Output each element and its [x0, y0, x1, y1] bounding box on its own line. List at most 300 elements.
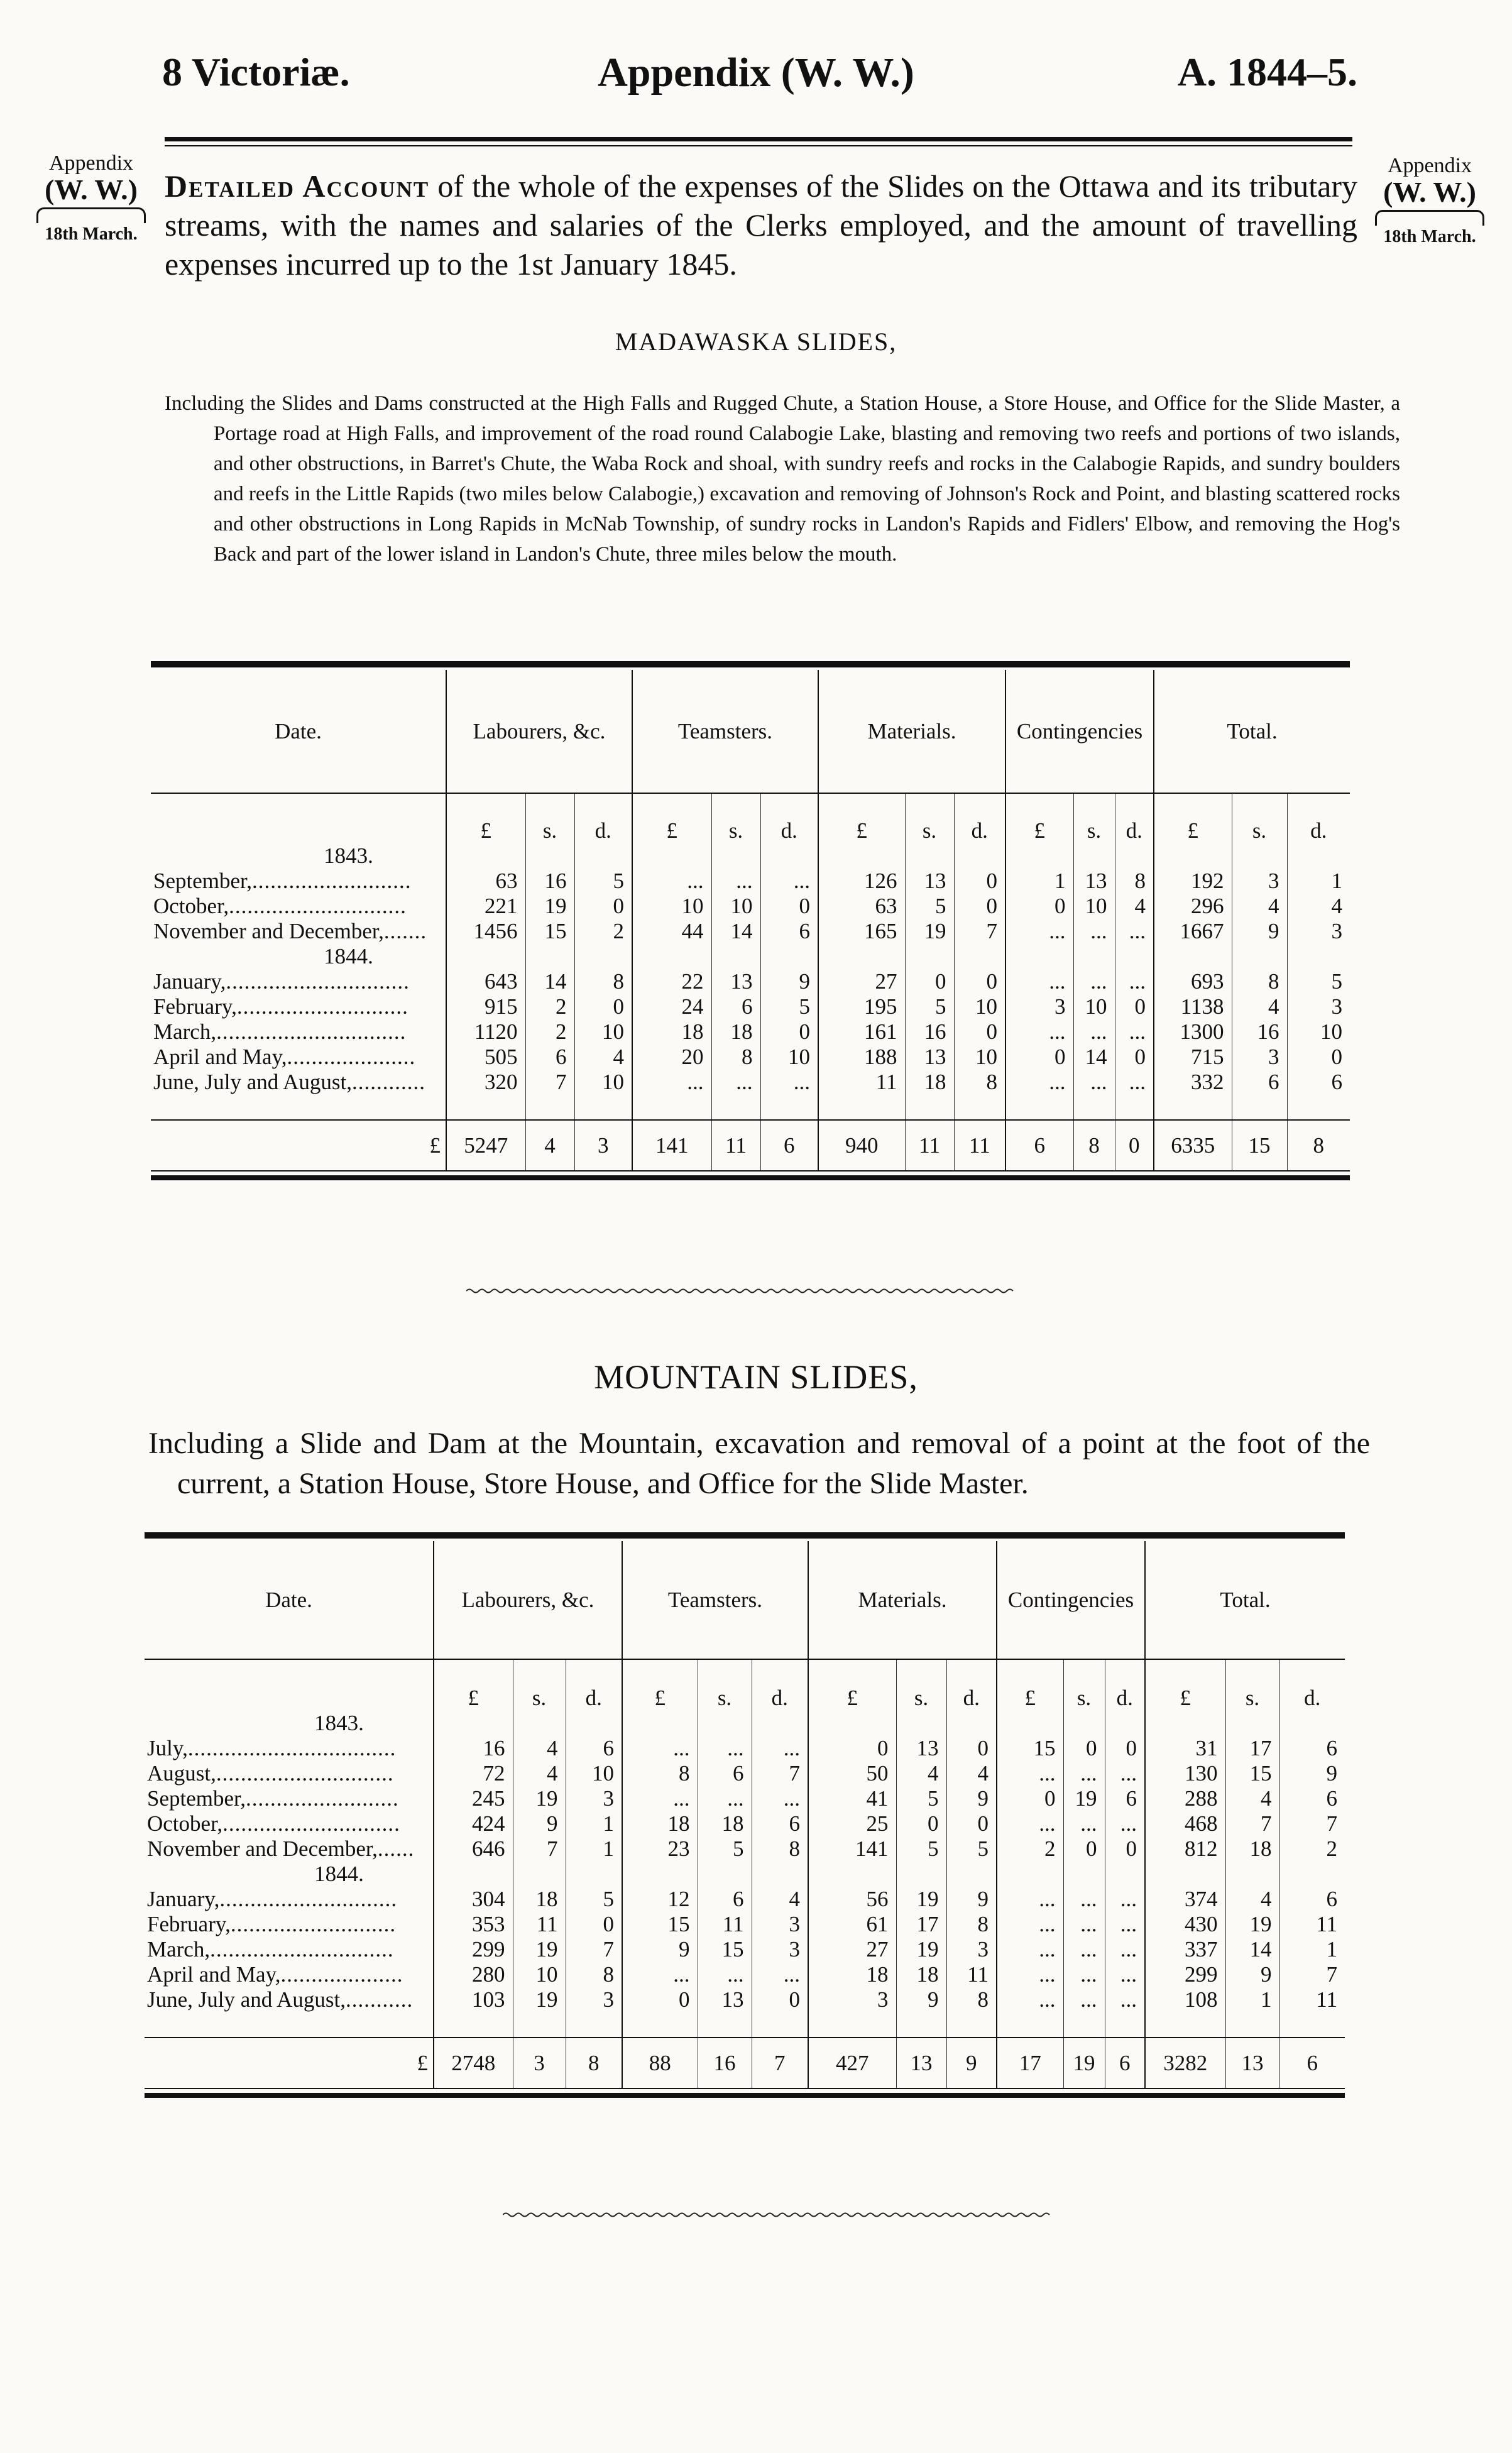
amount-cell: 18 [808, 1962, 896, 1987]
rule-cell [1279, 2088, 1345, 2095]
total-amount: 940 [818, 1120, 905, 1170]
unit-label: £ [434, 1659, 513, 1711]
amount-cell: 10 [954, 994, 1005, 1019]
leader-dots: ............................ [236, 994, 408, 1019]
amount-cell: 812 [1145, 1836, 1225, 1862]
amount-cell: 11 [1279, 1912, 1345, 1937]
empty-cell [997, 1711, 1063, 1736]
date-label: September, [153, 869, 253, 893]
amount-cell: 296 [1154, 894, 1232, 919]
amount-cell: 15 [997, 1736, 1063, 1761]
unit-spacer [151, 793, 446, 843]
empty-cell [566, 2012, 622, 2038]
amount-cell: 915 [446, 994, 525, 1019]
amount-cell: 20 [632, 1045, 711, 1070]
amount-cell: ... [1105, 1987, 1145, 2012]
amount-cell: 5 [905, 894, 954, 919]
amount-cell: 10 [574, 1019, 632, 1045]
rule-cell [151, 1171, 446, 1178]
amount-cell: 0 [752, 1987, 808, 2012]
unit-label: £ [808, 1659, 896, 1711]
leader-dots: .............................. [210, 1937, 394, 1962]
amount-cell: ... [1005, 1070, 1073, 1095]
rule-cell [434, 2088, 513, 2095]
empty-cell [808, 2012, 896, 2038]
unit-label: £ [1005, 793, 1073, 843]
amount-cell: 6 [1279, 1736, 1345, 1761]
spacer-cell [145, 2012, 434, 2038]
empty-cell [1115, 944, 1154, 969]
amount-cell: 22 [632, 969, 711, 994]
amount-cell: 1138 [1154, 994, 1232, 1019]
column-header-group: Labourers, &c. [434, 1541, 622, 1659]
rule-cell [566, 2088, 622, 2095]
amount-cell: 19 [1063, 1786, 1105, 1811]
amount-cell: ... [1073, 1070, 1115, 1095]
empty-cell [1154, 843, 1232, 869]
amount-cell: ... [760, 1070, 818, 1095]
amount-cell: 108 [1145, 1987, 1225, 2012]
empty-cell [711, 944, 760, 969]
intro-lead: Detailed Account [165, 168, 430, 204]
amount-cell: 63 [818, 894, 905, 919]
unit-label: s. [1225, 1659, 1279, 1711]
table-header-row [151, 670, 1350, 793]
amount-cell: 15 [1225, 1761, 1279, 1786]
amount-cell: 430 [1145, 1912, 1225, 1937]
date-cell [151, 894, 446, 919]
column-header-group: Contingencies [1005, 670, 1154, 793]
margin-note-code: (W. W.) [45, 173, 138, 206]
date-label: August, [147, 1761, 216, 1786]
amount-cell: 299 [1145, 1962, 1225, 1987]
date-cell [151, 869, 446, 894]
amount-cell: 5 [574, 869, 632, 894]
date-label: October, [147, 1811, 223, 1836]
amount-cell: 5 [905, 994, 954, 1019]
amount-cell: 8 [946, 1912, 997, 1937]
unit-label: s. [1073, 793, 1115, 843]
amount-cell: ... [632, 869, 711, 894]
total-amount: 11 [905, 1120, 954, 1170]
amount-cell: 9 [760, 969, 818, 994]
amount-cell: 5 [946, 1836, 997, 1862]
date-cell [145, 1786, 434, 1811]
unit-label: d. [566, 1659, 622, 1711]
amount-cell: 7 [525, 1070, 574, 1095]
amount-cell: 9 [946, 1887, 997, 1912]
amount-cell: ... [760, 869, 818, 894]
total-amount: 3 [513, 2038, 566, 2088]
amount-cell: 0 [1005, 1045, 1073, 1070]
amount-cell: 103 [434, 1987, 513, 2012]
empty-cell [818, 944, 905, 969]
empty-cell [760, 843, 818, 869]
date-cell [145, 1987, 434, 2012]
amount-cell: 16 [905, 1019, 954, 1045]
amount-cell: 2 [997, 1836, 1063, 1862]
empty-cell [997, 2012, 1063, 2038]
amount-cell: 27 [808, 1937, 896, 1962]
leader-dots: ............................... [216, 1019, 407, 1044]
leader-dots: ........................... [230, 1912, 397, 1936]
amount-cell: 353 [434, 1912, 513, 1937]
total-row [151, 1120, 1350, 1170]
column-header-group: Contingencies [997, 1541, 1145, 1659]
amount-cell: ... [1005, 919, 1073, 944]
amount-cell: 18 [698, 1811, 752, 1836]
amount-cell: 1 [566, 1836, 622, 1862]
amount-cell: 10 [954, 1045, 1005, 1070]
empty-cell [954, 944, 1005, 969]
amount-cell: 13 [698, 1987, 752, 2012]
amount-cell: 0 [1115, 1045, 1154, 1070]
year-label: 1844. [324, 944, 373, 969]
amount-cell: 0 [1063, 1736, 1105, 1761]
amount-cell: 10 [574, 1070, 632, 1095]
date-label: January, [147, 1887, 220, 1911]
total-amount: 9 [946, 2038, 997, 2088]
amount-cell: 13 [896, 1736, 946, 1761]
empty-cell [622, 2012, 698, 2038]
total-label: £ [145, 2038, 434, 2088]
amount-cell: 8 [1232, 969, 1287, 994]
empty-cell [946, 2012, 997, 2038]
empty-cell [1105, 2012, 1145, 2038]
amount-cell: ... [1073, 969, 1115, 994]
amount-cell: 245 [434, 1786, 513, 1811]
amount-cell: 165 [818, 919, 905, 944]
table-row [145, 1887, 1345, 1912]
empty-cell [905, 1095, 954, 1120]
amount-cell: 15 [622, 1912, 698, 1937]
amount-cell: 3 [1287, 994, 1350, 1019]
total-amount: 427 [808, 2038, 896, 2088]
amount-cell: ... [622, 1736, 698, 1761]
unit-label: s. [1232, 793, 1287, 843]
date-cell [145, 1912, 434, 1937]
amount-cell: 9 [1279, 1761, 1345, 1786]
amount-cell: ... [997, 1811, 1063, 1836]
amount-cell: 2 [525, 994, 574, 1019]
date-label: March, [147, 1937, 211, 1962]
year-label: 1843. [314, 1711, 364, 1735]
amount-cell: 1 [1005, 869, 1073, 894]
empty-cell [1005, 944, 1073, 969]
empty-cell [574, 1095, 632, 1120]
amount-cell: 15 [525, 919, 574, 944]
amount-cell: 7 [752, 1761, 808, 1786]
amount-cell: ... [1063, 1761, 1105, 1786]
amount-cell: 19 [525, 894, 574, 919]
date-label: September, [147, 1786, 246, 1811]
total-amount: 17 [997, 2038, 1063, 2088]
leader-dots: .............................. [226, 969, 410, 994]
empty-cell [1287, 944, 1350, 969]
empty-cell [566, 1711, 622, 1736]
empty-cell [752, 1711, 808, 1736]
amount-cell: 4 [752, 1887, 808, 1912]
amount-cell: 10 [632, 894, 711, 919]
empty-cell [896, 1711, 946, 1736]
amount-cell: ... [1063, 1811, 1105, 1836]
amount-cell: ... [997, 1887, 1063, 1912]
amount-cell: 4 [896, 1761, 946, 1786]
empty-cell [818, 843, 905, 869]
amount-cell: 2 [1279, 1836, 1345, 1862]
amount-cell: ... [1073, 919, 1115, 944]
table-row [151, 969, 1350, 994]
empty-cell [954, 1095, 1005, 1120]
header-rule [165, 137, 1352, 146]
date-cell [145, 1937, 434, 1962]
leader-dots: ..................... [287, 1045, 416, 1069]
amount-cell: 15 [698, 1937, 752, 1962]
empty-cell [574, 843, 632, 869]
total-amount: 3 [574, 1120, 632, 1170]
rule-cell [946, 2088, 997, 2095]
amount-cell: ... [1073, 1019, 1115, 1045]
amount-cell: 18 [513, 1887, 566, 1912]
unit-label: d. [752, 1659, 808, 1711]
empty-cell [711, 1095, 760, 1120]
empty-cell [818, 1095, 905, 1120]
leader-dots: ............ [351, 1070, 425, 1094]
amount-cell: 192 [1154, 869, 1232, 894]
margin-note-label: Appendix [1387, 154, 1472, 177]
date-label: November and December, [153, 919, 384, 943]
amount-cell: 11 [818, 1070, 905, 1095]
empty-cell [632, 944, 711, 969]
amount-cell: 0 [1105, 1736, 1145, 1761]
amount-cell: 188 [818, 1045, 905, 1070]
amount-cell: 0 [1005, 894, 1073, 919]
running-header-title: Appendix (W. W.) [598, 50, 914, 96]
amount-cell: 17 [896, 1912, 946, 1937]
running-header-year: A. 1844–5. [1177, 50, 1357, 94]
amount-cell: 424 [434, 1811, 513, 1836]
amount-cell: 4 [513, 1736, 566, 1761]
empty-cell [1154, 944, 1232, 969]
column-header-group: Total. [1154, 670, 1350, 793]
empty-cell [905, 843, 954, 869]
leader-dots: ........... [345, 1987, 414, 2012]
unit-label: s. [1063, 1659, 1105, 1711]
amount-cell: 0 [760, 1019, 818, 1045]
amount-cell: 7 [513, 1836, 566, 1862]
amount-cell: 6 [698, 1887, 752, 1912]
margin-note-code: (W. W.) [1383, 176, 1476, 208]
amount-cell: 3 [1005, 994, 1073, 1019]
rule-cell [1232, 1171, 1287, 1178]
amount-cell: ... [1115, 1019, 1154, 1045]
table-header-row [145, 1541, 1345, 1659]
date-cell [145, 1761, 434, 1786]
total-amount: 11 [954, 1120, 1005, 1170]
amount-cell: 61 [808, 1912, 896, 1937]
empty-cell [434, 1711, 513, 1736]
amount-cell: 693 [1154, 969, 1232, 994]
amount-cell: 5 [698, 1836, 752, 1862]
table-row [145, 1987, 1345, 2012]
amount-cell: 3 [1232, 869, 1287, 894]
empty-cell [808, 1711, 896, 1736]
amount-cell: 468 [1145, 1811, 1225, 1836]
amount-cell: 18 [711, 1019, 760, 1045]
table-row [151, 1070, 1350, 1095]
amount-cell: 41 [808, 1786, 896, 1811]
amount-cell: ... [698, 1736, 752, 1761]
total-row [145, 2038, 1345, 2088]
unit-label: d. [1105, 1659, 1145, 1711]
unit-label: £ [622, 1659, 698, 1711]
rule-cell [446, 1171, 525, 1178]
rule-cell [698, 2088, 752, 2095]
amount-cell: 3 [752, 1912, 808, 1937]
amount-cell: 16 [1232, 1019, 1287, 1045]
unit-label: d. [1287, 793, 1350, 843]
amount-cell: 221 [446, 894, 525, 919]
amount-cell: 3 [1287, 919, 1350, 944]
table-row [151, 869, 1350, 894]
amount-cell: 8 [946, 1987, 997, 2012]
unit-label: d. [1279, 1659, 1345, 1711]
empty-cell [525, 1095, 574, 1120]
unit-label: d. [946, 1659, 997, 1711]
running-header-session: 8 Victoriæ. [162, 50, 350, 94]
amount-cell: ... [1063, 1887, 1105, 1912]
amount-cell: 14 [1073, 1045, 1115, 1070]
empty-cell [513, 1711, 566, 1736]
amount-cell: 0 [946, 1736, 997, 1761]
amount-cell: 8 [574, 969, 632, 994]
rule-cell [905, 1171, 954, 1178]
amount-cell: ... [997, 1962, 1063, 1987]
table-row [151, 894, 1350, 919]
amount-cell: ... [622, 1786, 698, 1811]
amount-cell: 13 [1073, 869, 1115, 894]
empty-cell [622, 1711, 698, 1736]
amount-cell: 1120 [446, 1019, 525, 1045]
date-cell [151, 1070, 446, 1095]
empty-cell [1063, 1711, 1105, 1736]
rule-cell [1154, 1171, 1232, 1178]
date-label: June, July and August, [153, 1070, 352, 1094]
amount-cell: ... [997, 1761, 1063, 1786]
amount-cell: 18 [896, 1962, 946, 1987]
amount-cell: 17 [1225, 1736, 1279, 1761]
empty-cell [1005, 843, 1073, 869]
table-unit-row [151, 793, 1350, 843]
amount-cell: 6 [1279, 1786, 1345, 1811]
empty-cell [760, 944, 818, 969]
empty-cell [1063, 1862, 1105, 1887]
amount-cell: 1 [1287, 869, 1350, 894]
empty-cell [946, 1711, 997, 1736]
date-cell [151, 1045, 446, 1070]
empty-cell [997, 1862, 1063, 1887]
table-row [145, 1761, 1345, 1786]
leader-dots: .................... [280, 1962, 403, 1987]
date-cell [145, 1887, 434, 1912]
leader-dots: .................................. [187, 1736, 397, 1760]
empty-cell [1105, 1862, 1145, 1887]
amount-cell: 18 [1225, 1836, 1279, 1862]
empty-cell [632, 1095, 711, 1120]
total-label: £ [151, 1120, 446, 1170]
amount-cell: 6 [698, 1761, 752, 1786]
rule-cell [632, 1171, 711, 1178]
amount-cell: 23 [622, 1836, 698, 1862]
amount-cell: 11 [1279, 1987, 1345, 2012]
leader-dots: ............................. [219, 1887, 398, 1911]
amount-cell: 27 [818, 969, 905, 994]
total-amount: 2748 [434, 2038, 513, 2088]
amount-cell: 1300 [1154, 1019, 1232, 1045]
amount-cell: 0 [954, 894, 1005, 919]
amount-cell: ... [1115, 1070, 1154, 1095]
amount-cell: 6 [1105, 1786, 1145, 1811]
empty-cell [434, 2012, 513, 2038]
rule-cell [997, 2088, 1063, 2095]
unit-label: d. [574, 793, 632, 843]
section-description: Including a Slide and Dam at the Mountain, excavation and removal of a point at the foot of the current, a Station House, Store House, and Office for the Slide Master. [148, 1427, 1370, 1500]
amount-cell: ... [1105, 1937, 1145, 1962]
amount-cell: 19 [513, 1987, 566, 2012]
empty-cell [1145, 1862, 1225, 1887]
total-amount: 3282 [1145, 2038, 1225, 2088]
amount-cell: ... [1105, 1912, 1145, 1937]
amount-cell: 288 [1145, 1786, 1225, 1811]
empty-cell [954, 843, 1005, 869]
column-header-date: Date. [151, 670, 446, 793]
column-header-group: Materials. [808, 1541, 997, 1659]
amount-cell: 6 [525, 1045, 574, 1070]
total-amount: 13 [896, 2038, 946, 2088]
amount-cell: ... [997, 1937, 1063, 1962]
date-label: April and May, [153, 1045, 287, 1069]
amount-cell: 19 [1225, 1912, 1279, 1937]
amount-cell: 3 [752, 1937, 808, 1962]
amount-cell: 0 [1105, 1836, 1145, 1862]
leader-dots: ....... [383, 919, 427, 943]
rule-cell [1287, 1171, 1350, 1178]
table-row [151, 919, 1350, 944]
empty-cell [1232, 944, 1287, 969]
amount-cell: 4 [1225, 1887, 1279, 1912]
amount-cell: 4 [1287, 894, 1350, 919]
date-cell [151, 1019, 446, 1045]
amount-cell: 0 [896, 1811, 946, 1836]
date-label: April and May, [147, 1962, 281, 1987]
date-label: March, [153, 1019, 217, 1044]
amount-cell: ... [752, 1736, 808, 1761]
amount-cell: 7 [566, 1937, 622, 1962]
amount-cell: 16 [434, 1736, 513, 1761]
empty-cell [1145, 2012, 1225, 2038]
amount-cell: 10 [513, 1962, 566, 1987]
amount-cell: 0 [954, 969, 1005, 994]
amount-cell: 304 [434, 1887, 513, 1912]
rule-cell [760, 1171, 818, 1178]
empty-cell [1115, 843, 1154, 869]
table-row [145, 1836, 1345, 1862]
amount-cell: 4 [574, 1045, 632, 1070]
spacer-row [145, 2012, 1345, 2038]
total-amount: 16 [698, 2038, 752, 2088]
table-unit-row [145, 1659, 1345, 1711]
amount-cell: 0 [760, 894, 818, 919]
